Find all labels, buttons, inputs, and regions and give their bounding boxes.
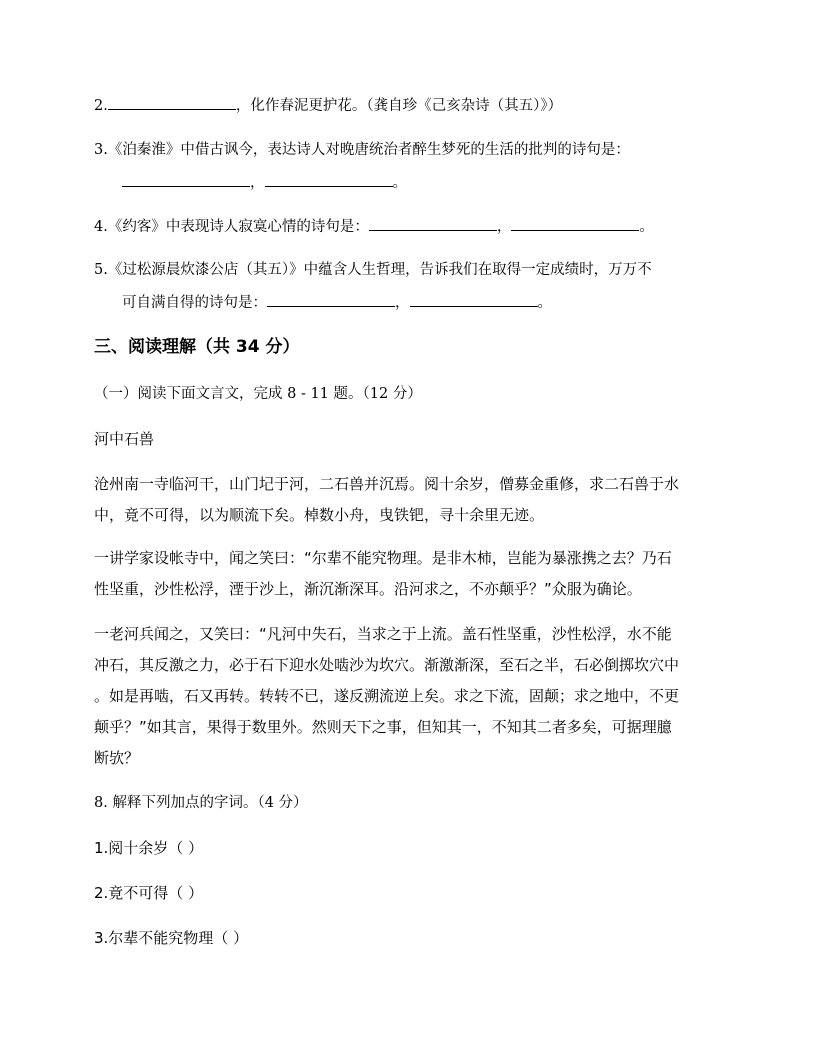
paragraph-2-line-1: 一讲学家设帐寺中，闻之笑曰：“尔辈不能究物理。是非木柿，岂能为暴涨携之去？乃石 (94, 549, 672, 567)
paragraph-3-line-4: 颠乎？”如其言，果得于数里外。然则天下之事，但知其一，不知其二者多矣，可据理臆 (94, 718, 672, 736)
item-text: 3.《泊秦淮》中借古讽今，表达诗人对晚唐统治者醉生梦死的生活的批判的诗句是： (94, 142, 630, 158)
answer-blank[interactable] (265, 172, 393, 187)
paragraph-3-line-5: 断欤？ (94, 749, 140, 767)
item-text: ，化作春泥更护花。（龚自珍《己亥杂诗（其五）》） (235, 98, 563, 114)
fill-in-item-5-answers (122, 292, 552, 313)
separator: ， (250, 175, 265, 191)
end-mark: 。 (392, 175, 407, 191)
separator: ， (395, 295, 410, 311)
answer-blank[interactable] (108, 95, 236, 110)
end-mark: 。 (537, 295, 552, 311)
question-8-item-2[interactable]: 2.竟不可得（ ） (94, 884, 204, 902)
end-mark: 。 (639, 219, 654, 235)
answer-blank[interactable] (511, 216, 639, 231)
answer-blank[interactable] (410, 292, 538, 307)
paragraph-3-line-2: 冲石，其反激之力，必于石下迎水处啮沙为坎穴。渐激渐深，至石之半，石必倒掷坎穴中 (94, 656, 680, 674)
fill-in-item-4 (94, 216, 654, 237)
paragraph-2-line-2: 性坚重，沙性松浮，湮于沙上，渐沉渐深耳。沿河求之，不亦颠乎？”众服为确论。 (94, 580, 642, 598)
paragraph-3-line-3: 。如是再啮，石又再转。转转不已，遂反溯流逆上矣。求之下流，固颠；求之地中，不更 (94, 687, 680, 705)
item-text: 可自满自得的诗句是： (122, 295, 267, 311)
fill-in-item-5 (94, 260, 652, 280)
fill-in-item-2 (94, 95, 562, 116)
separator: ， (496, 219, 512, 235)
answer-blank[interactable] (267, 292, 395, 307)
sub-heading: （一）阅读下面文言文，完成 8 - 11 题。（12 分） (94, 386, 422, 402)
paragraph-1-line-1: 沧州南一寺临河干，山门圮于河，二石兽并沉焉。阅十余岁，僧募金重修，求二石兽于水 (94, 475, 680, 493)
fill-in-item-3 (94, 140, 630, 160)
section-heading: 三、阅读理解（共 34 分） (94, 337, 300, 357)
fill-in-item-3-answers (122, 172, 407, 193)
paragraph-1-line-2: 中，竟不可得，以为顺流下矣。棹数小舟，曳铁钯，寻十余里无迹。 (94, 506, 545, 524)
paragraph-3-line-1: 一老河兵闻之，又笑曰：“凡河中失石，当求之于上流。盖石性坚重，沙性松浮，水不能 (94, 625, 672, 643)
item-number: 2. (94, 98, 108, 114)
answer-blank[interactable] (369, 216, 497, 231)
question-8-item-3[interactable]: 3.尔辈不能究物理（ ） (94, 929, 249, 947)
item-text: 5.《过松源晨炊漆公店（其五）》中蕴含人生哲理，告诉我们在取得一定成绩时，万万不 (94, 262, 652, 278)
question-8: 8. 解释下列加点的字词。（4 分） (94, 795, 308, 811)
answer-blank[interactable] (122, 172, 250, 187)
passage-title: 河中石兽 (94, 430, 155, 448)
question-8-item-1[interactable]: 1.阅十余岁（ ） (94, 839, 204, 857)
item-text: 4.《约客》中表现诗人寂寞心情的诗句是： (94, 219, 369, 235)
